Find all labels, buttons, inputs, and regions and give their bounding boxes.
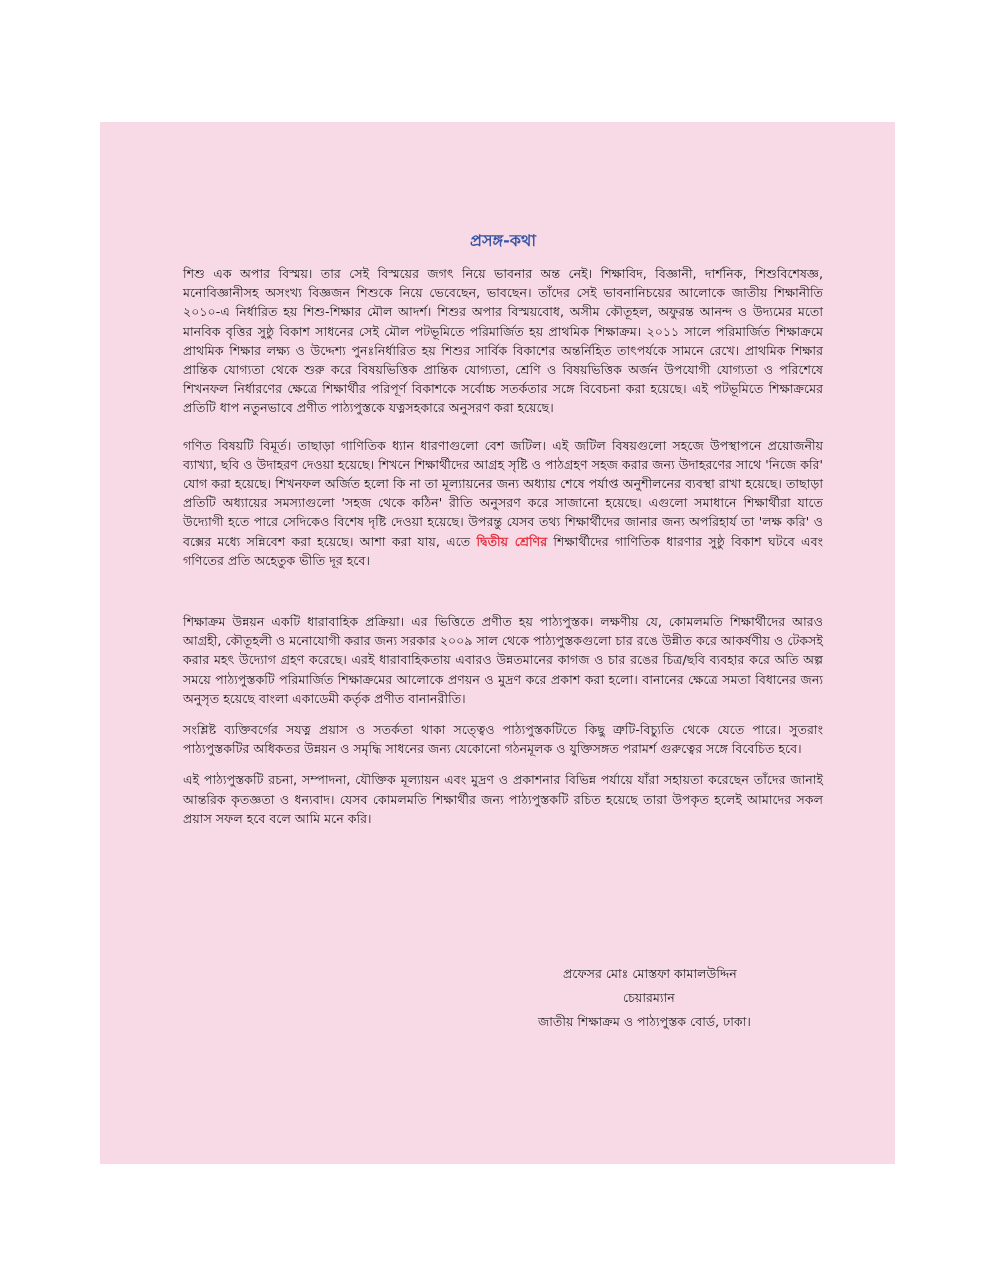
grade-highlight: দ্বিতীয় শ্রেণির [476, 533, 548, 549]
signature-block [183, 962, 823, 1034]
paragraph-2-text-after: শিক্ষার্থীদের গাণিতিক ধারণার সুষ্ঠু বিকাশ ঘটবে এবং গণিতের প্রতি অহেতুক ভীতি দূর হবে। [183, 533, 823, 568]
paragraph-1: শিশু এক অপার বিস্ময়। তার সেই বিস্ময়ের জগৎ নিয়ে ভাবনার অন্ত নেই। শিক্ষাবিদ, বিজ্ঞানী, দার্শনিক, শিশুবিশেষজ্ঞ, মনোবিজ্ঞানীসহ অসংখ্য বিজ্ঞজন শিশুকে নিয়ে ভেবেছেন, ভাবছেন। তাঁদের সেই ভাবনানিচয়ের আলোকে জাতীয় শিক্ষানীতি ২০১০-এ নির্ধারিত হয় শিশু-শিক্ষার মৌল আদর্শ। শিশুর অপার বিস্ময়বোধ, অসীম কৌতূহল, অফুরন্ত আনন্দ ও উদ্যমের মতো মানবিক বৃত্তির সুষ্ঠু বিকাশ সাধনের সেই মৌল পটভূমিতে পরিমার্জিত হয় প্রাথমিক শিক্ষাক্রম। ২০১১ সালে পরিমার্জিত শিক্ষাক্রমে প্রাথমিক শিক্ষার লক্ষ্য ও উদ্দেশ্য পুনঃনির্ধারিত হয় শিশুর সার্বিক বিকাশের অন্তর্নিহিত তাৎপর্যকে সামনে রেখে। প্রাথমিক শিক্ষার প্রান্তিক যোগ্যতা থেকে শুরু করে বিষয়ভিত্তিক প্রান্তিক যোগ্যতা, শ্রেণি ও বিষয়ভিত্তিক অর্জন উপযোগী যোগ্যতা ও পরিশেষে শিখনফল নির্ধারণের ক্ষেত্রে শিক্ষার্থীর পরিপূর্ণ বিকাশকে সর্বোচ্চ সতর্কতার সঙ্গে বিবেচনা করা হয়েছে। এই পটভূমিতে শিক্ষাক্রমের প্রতিটি ধাপ নতুনভাবে প্রণীত পাঠ্যপুস্তকে যত্নসহকারে অনুসরণ করা হয়েছে। [183, 266, 823, 416]
paragraph-2-text-before: গণিত বিষয়টি বিমূর্ত। তাছাড়া গাণিতিক ধ্যান ধারণাগুলো বেশ জটিল। এই জটিল বিষয়গুলো সহজে উপস্থাপনে প্রয়োজনীয় ব্যাখ্যা, ছবি ও উদাহরণ দেওয়া হয়েছে। শিখনে শিক্ষার্থীদের আগ্রহ সৃষ্টি ও পাঠগ্রহণ সহজ করার জন্য উদাহরণের সাথে 'নিজে করি' যোগ করা হয়েছে। শিখনফল অর্জিত হলো কি না তা মূল্যায়নের জন্য অধ্যায় শেষে পর্যাপ্ত অনুশীলনের ব্যবস্থা রাখা হয়েছে। তাছাড়া প্রতিটি অধ্যায়ের সমস্যাগুলো 'সহজ থেকে কঠিন' রীতি অনুসরণ করে সাজানো হয়েছে। এগুলো সমাধানে শিক্ষার্থীরা যাতে উদ্যোগী হতে পারে সেদিকেও বিশেষ দৃষ্টি দেওয়া হয়েছে। উপরন্তু যেসব তথ্য শিক্ষার্থীদের জানার জন্য অপরিহার্য তা 'লক্ষ করি' ও বক্সের মধ্যে সন্নিবেশ করা হয়েছে। আশা করা যায়, এতে [183, 437, 823, 549]
paragraph-5: এই পাঠ্যপুস্তকটি রচনা, সম্পাদনা, যৌক্তিক মূল্যায়ন এবং মুদ্রণ ও প্রকাশনার বিভিন্ন পর্যায়ে যাঁরা সহায়তা করেছেন তাঁদের জানাই আন্তরিক কৃতজ্ঞতা ও ধন্যবাদ। যেসব কোমলমতি শিক্ষার্থীর জন্য পাঠ্যপুস্তকটি রচিত হয়েছে তারা উপকৃত হলেই আমাদের সকল প্রয়াস সফল হবে বলে আমি মনে করি। [183, 772, 823, 826]
preface-content [183, 230, 823, 828]
signatory-name: প্রফেসর মোঃ মোস্তফা কামালউদ্দিন [563, 966, 737, 981]
preface-title: প্রসঙ্গ-কথা [470, 231, 536, 250]
paragraph-4: সংশ্লিষ্ট ব্যক্তিবর্গের সযত্ন প্রয়াস ও সতর্কতা থাকা সত্ত্বেও পাঠ্যপুস্তকটিতে কিছু ত্রুটি-বিচ্যুতি থেকে যেতে পারে। সুতরাং পাঠ্যপুস্তকটির অধিকতর উন্নয়ন ও সমৃদ্ধি সাধনের জন্য যেকোনো গঠনমূলক ও যুক্তিসঙ্গত পরামর্শ গুরুত্বের সঙ্গে বিবেচিত হবে। [183, 722, 823, 757]
signatory-role: চেয়ারম্যান [623, 990, 675, 1005]
signatory-organization: জাতীয় শিক্ষাক্রম ও পাঠ্যপুস্তক বোর্ড, ঢাকা। [538, 1014, 751, 1029]
paragraph-3: শিক্ষাক্রম উন্নয়ন একটি ধারাবাহিক প্রক্রিয়া। এর ভিত্তিতে প্রণীত হয় পাঠ্যপুস্তক। লক্ষণীয় যে, কোমলমতি শিক্ষার্থীদের আরও আগ্রহী, কৌতূহলী ও মনোযোগী করার জন্য সরকার ২০০৯ সাল থেকে পাঠ্যপুস্তকগুলো চার রঙে উন্নীত করে আকর্ষণীয় ও টেকসই করার মহৎ উদ্যোগ গ্রহণ করেছে। এরই ধারাবাহিকতায় এবারও উন্নতমানের কাগজ ও চার রঙের চিত্র/ছবি ব্যবহার করে অতি অল্প সময়ে পাঠ্যপুস্তকটি পরিমার্জিত শিক্ষাক্রমের আলোকে প্রণয়ন ও মুদ্রণ করে প্রকাশ করা হলো। বানানের ক্ষেত্রে সমতা বিধানের জন্য অনুসৃত হয়েছে বাংলা একাডেমী কর্তৃক প্রণীত বানানরীতি। [183, 614, 823, 706]
paragraph-2 [183, 436, 823, 570]
